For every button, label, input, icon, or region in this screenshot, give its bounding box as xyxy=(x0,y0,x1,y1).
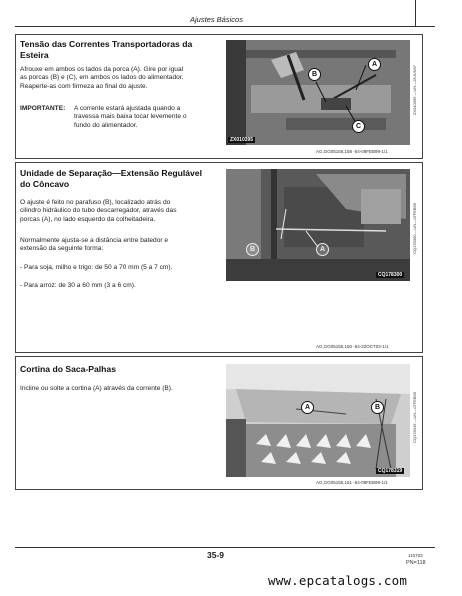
footer-code: 110703 xyxy=(408,553,423,558)
section-body: O ajuste é feito no parafuso (B), localizado atrás do cilindro hidráulico do tubo descarregador, através das porcas (A), no lado esquerdo da colheitadeira. xyxy=(20,199,177,223)
figure-side-ref: CQ178300 —UN—07FEB99 xyxy=(412,203,417,254)
section-ref: AG,GG05155,160 -54-22OCT03-1/1 xyxy=(316,344,389,349)
section-ref: AG,GG05155,161 -54-08FEB99-1/1 xyxy=(316,480,388,485)
callout-a: A xyxy=(316,243,329,256)
figure-concave-extension xyxy=(226,169,410,281)
callout-b: B xyxy=(246,243,259,256)
header-corner-rule xyxy=(415,0,416,27)
section-title: Unidade de Separação—Extensão Regulável do Côncavo xyxy=(20,168,202,189)
section-ref: AG,GG05155,158 -54-08FEB99-1/1 xyxy=(316,149,388,154)
callout-b: B xyxy=(308,68,321,81)
section-title: Cortina do Saca-Palhas xyxy=(20,364,116,374)
callout-a: A xyxy=(368,58,381,71)
footer-rule xyxy=(15,547,435,548)
header-rule xyxy=(15,26,435,27)
figure-conveyor-chain xyxy=(226,40,410,145)
important-text: A corrente estará ajustada quando a travessa mais baixa tocar levemente o fundo do alimentador. xyxy=(74,105,187,129)
running-header: Ajustes Básicos xyxy=(190,15,243,24)
footer-pn: PN=118 xyxy=(406,560,426,566)
figure-code: CQ178300 xyxy=(378,272,403,278)
list-item-soy-corn-wheat: - Para soja, milho e trigo: de 50 a 70 mm (5 a 7 cm). xyxy=(20,264,173,271)
callout-c: C xyxy=(352,120,365,133)
page-number: 35-9 xyxy=(207,550,225,560)
section-straw-walker-curtain xyxy=(15,356,423,490)
section-body: Incline ou solte a cortina (A) através da corrente (B). xyxy=(20,385,173,392)
important-label: IMPORTANTE: xyxy=(20,105,66,112)
section-body-2: Normalmente ajusta-se a distância entre batedor e extensão da seguinte forma: xyxy=(20,237,169,253)
list-item-rice: - Para arroz: de 30 a 60 mm (3 a 6 cm). xyxy=(20,282,136,289)
callout-a: A xyxy=(301,401,314,414)
section-concave-extension xyxy=(15,162,423,353)
figure-straw-walker-curtain xyxy=(226,364,410,477)
figure-side-ref: CQ178319 —UN—07FEB99 xyxy=(412,392,417,443)
figure-side-ref: ZX010395 —UN—25JUN97 xyxy=(412,65,417,116)
figure-code: ZX010395 xyxy=(230,137,254,143)
callout-b: B xyxy=(371,401,384,414)
figure-code: CQ178319 xyxy=(378,468,403,474)
section-title: Tensão das Correntes Transportadoras da Esteira xyxy=(20,39,193,60)
section-conveyor-chain-tension xyxy=(15,34,423,159)
watermark[interactable]: www.epcatalogs.com xyxy=(268,573,408,588)
section-body: Afrouxe em ambos os lados da porca (A). Gire por igual as porcas (B) e (C), em ambos os lados do alimentador. Reaperte-as com firmeza ao final do ajuste. xyxy=(20,66,184,90)
